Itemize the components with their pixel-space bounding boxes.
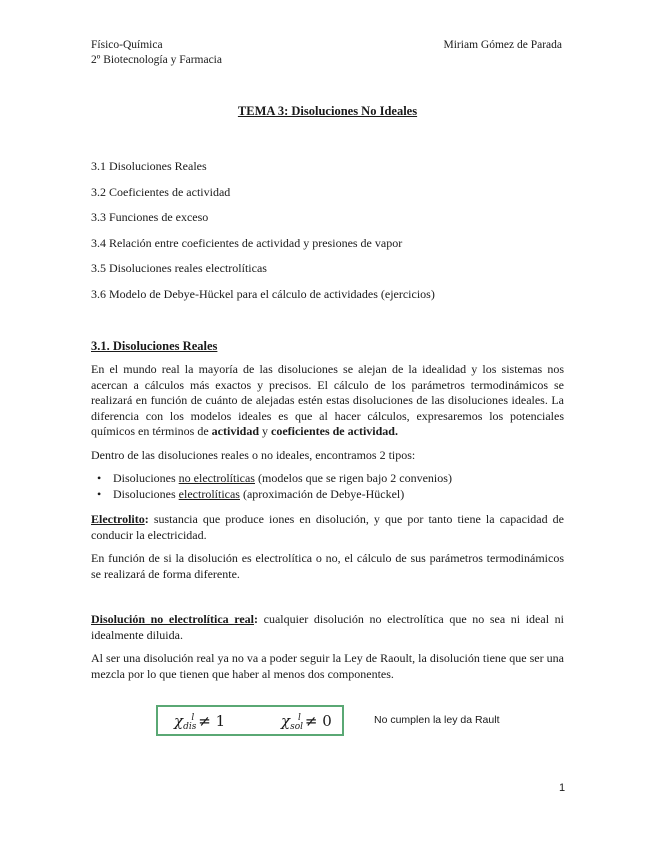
list-item — [113, 471, 564, 487]
list-item-term: electrolíticas — [178, 486, 240, 501]
header-left — [91, 38, 222, 67]
paragraph-calculo: En función de si la disolución es electrolítica o no, el cálculo de sus parámetros termodinámicos se realizará de forma diferente. — [91, 551, 564, 581]
toc-item: 3.4 Relación entre coeficientes de actividad y presiones de vapor — [91, 235, 403, 250]
table-of-contents — [91, 158, 435, 312]
section-heading: 3.1. Disoluciones Reales — [91, 339, 218, 353]
definition-colon: : — [144, 512, 149, 526]
formula-dis — [174, 712, 225, 730]
paragraph-intro — [91, 362, 564, 440]
subscript-dis: dis — [183, 722, 197, 732]
formula-box — [156, 705, 344, 736]
header-author: Miriam Gómez de Parada — [443, 39, 562, 51]
definition-electrolito — [91, 512, 564, 543]
formula-note: No cumplen la ley da Rault — [374, 714, 500, 726]
definition-no-electrolitica — [91, 612, 564, 643]
list-item-detail: (modelos que se rigen bajo 2 convenios) — [254, 471, 452, 485]
toc-item: 3.3 Funciones de exceso — [91, 210, 209, 225]
subscript-sol: sol — [290, 722, 304, 732]
header-course: 2º Biotecnología y Farmacia — [91, 53, 222, 66]
conjunction: y — [259, 424, 271, 438]
definition-colon: : — [254, 612, 259, 626]
paragraph-intro-text: En el mundo real la mayoría de las disoluciones se alejan de la idealidad y los sistemas nos acercan a cálculos más exactos y precisos. El cálculo de los parámetros termodinámicos se realizará en función de cuánto de alejadas estén estas disoluciones de las disoluciones ideales. La diferencia con los modelos ideales es que al hacer cálculos, expresaremos los potenciales químicos en términos de — [91, 362, 564, 438]
formula-sol — [281, 712, 332, 730]
toc-item: 3.5 Disoluciones reales electrolíticas — [91, 261, 267, 276]
definition-text: sustancia que produce iones en disolución, y que por tanto tiene la capacidad de conducir la electricidad. — [91, 512, 564, 542]
list-item-detail: (aproximación de Debye-Hückel) — [239, 486, 405, 501]
chi-symbol: χ — [281, 712, 291, 730]
list-item-term: no electrolíticas — [178, 471, 255, 485]
relation-dis: ≠ 1 — [198, 712, 226, 730]
paragraph-types: Dentro de las disoluciones reales o no ideales, encontramos 2 tipos: — [91, 447, 416, 462]
toc-item: 3.6 Modelo de Debye-Hückel para el cálculo de actividades (ejercicios) — [91, 286, 435, 301]
header-subject: Físico-Química — [91, 39, 163, 51]
definition-term: Electrolito — [91, 512, 145, 526]
list-item — [113, 487, 564, 503]
list-item-prefix: Disoluciones — [113, 486, 179, 501]
types-list — [91, 471, 564, 502]
definition-text: cualquier disolución no electrolítica que no sea ni ideal ni idealmente diluida. — [91, 612, 564, 642]
toc-item: 3.2 Coeficientes de actividad — [91, 184, 231, 199]
page-number: 1 — [559, 782, 566, 794]
list-item-prefix: Disoluciones — [113, 471, 179, 485]
definition-term: Disolución no electrolítica real — [91, 612, 255, 626]
superscript-l: l — [298, 713, 301, 723]
term-coeficientes: coeficientes de actividad. — [271, 424, 398, 438]
relation-sol: ≠ 0 — [304, 712, 332, 730]
section-body — [91, 362, 564, 690]
paragraph-raoult: Al ser una disolución real ya no va a poder seguir la Ley de Raoult, la disolución tiene que ser una mezcla por lo que tienen que haber al menos dos componentes. — [91, 651, 564, 681]
toc-item: 3.1 Disoluciones Reales — [91, 159, 207, 173]
superscript-l: l — [191, 713, 195, 723]
term-actividad: actividad — [211, 424, 259, 438]
chi-symbol: χ — [174, 712, 184, 730]
document-title: TEMA 3: Disoluciones No Ideales — [237, 104, 418, 118]
